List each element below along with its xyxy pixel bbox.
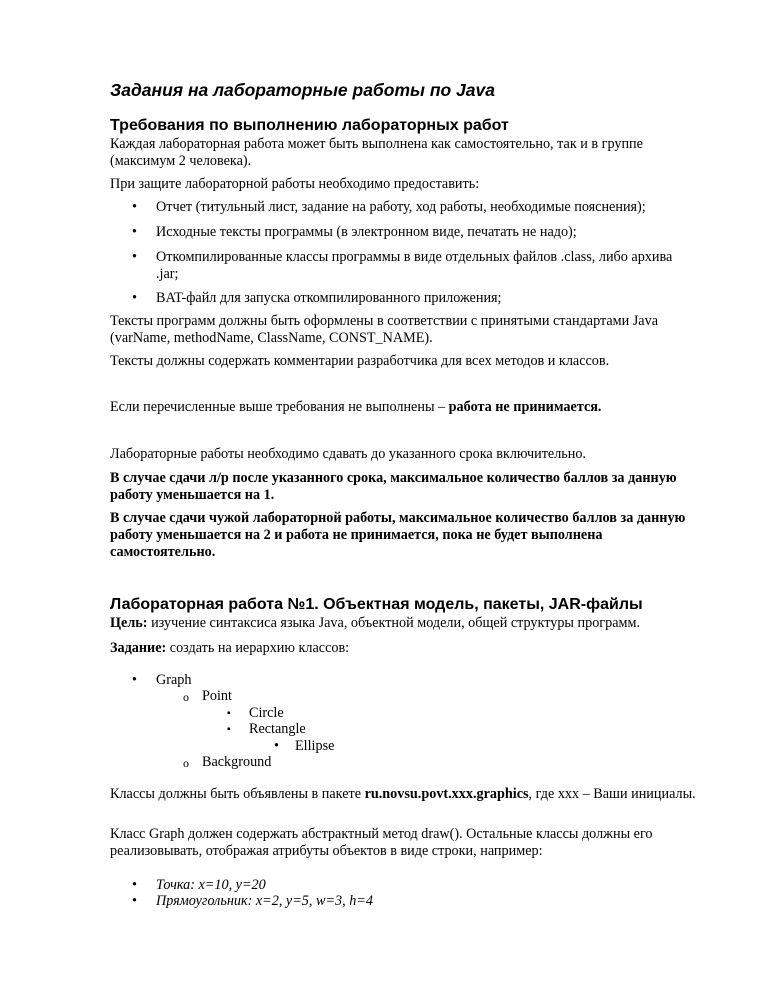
bullet-icon: •	[274, 738, 279, 754]
requirements-paragraph-6: Лабораторные работы необходимо сдавать до указанного срока включительно.	[110, 446, 586, 462]
paragraph-bold-text: В случае сдачи чужой лабораторной работы, максимальное количество баллов за данную работу уменьшается на 2 и работа не принимается, пока не будет выполнена самостоятельно.	[110, 510, 686, 560]
list-item-text: BAT-файл для запуска откомпилированного приложения;	[156, 290, 502, 306]
paragraph-text: Если перечисленные выше требования не выполнены –	[110, 399, 449, 415]
paragraph-text: , где xxx – Ваши инициалы.	[528, 786, 696, 802]
requirements-paragraph-1: Каждая лабораторная работа может быть выполнена как самостоятельно, так и в группе (максимум 2 человека).	[110, 136, 643, 169]
goal-text: изучение синтаксиса языка Java, объектной модели, общей структуры программ.	[147, 615, 641, 631]
square-bullet-icon: ▪	[227, 708, 231, 719]
lab1-graph-paragraph: Класс Graph должен содержать абстрактный метод draw(). Остальные классы должны его реализовывать, отображая атрибуты объектов в виде строки, например:	[110, 826, 653, 859]
requirements-heading: Требования по выполнению лабораторных работ	[110, 117, 509, 134]
lab1-goal	[110, 615, 700, 632]
requirements-paragraph-3: Тексты программ должны быть оформлены в соответствии с принятыми стандартами Java (varName, methodName, ClassName, CONST_NAME).	[110, 313, 658, 346]
requirements-paragraph-2: При защите лабораторной работы необходимо предоставить:	[110, 176, 480, 192]
tree-node-background: Background	[202, 754, 272, 770]
lab1-task	[110, 640, 700, 657]
requirements-paragraph-4: Тексты должны содержать комментарии разработчика для всех методов и классов.	[110, 353, 610, 369]
bullet-icon: •	[132, 877, 137, 893]
tree-node-point: Point	[202, 688, 232, 704]
bullet-icon: •	[132, 249, 137, 265]
bullet-icon: •	[132, 893, 137, 909]
paragraph-text: Классы должны быть объявлены в пакете	[110, 786, 365, 802]
list-item-text: Отчет (титульный лист, задание на работу, ход работы, необходимые пояснения);	[156, 199, 646, 215]
tree-node-rectangle: Rectangle	[249, 721, 306, 737]
bullet-icon: •	[132, 199, 137, 215]
example-text: Прямоугольник: x=2, y=5, w=3, h=4	[156, 893, 373, 909]
paragraph-bold-text: работа не принимается.	[448, 399, 602, 415]
paragraph-bold-text: В случае сдачи л/р после указанного срока, максимальное количество баллов за данную работу уменьшается на 1.	[110, 470, 677, 503]
bullet-icon: •	[132, 290, 137, 306]
goal-label: Цель:	[110, 615, 148, 631]
package-name: ru.novsu.povt.xxx.graphics	[364, 786, 529, 802]
circle-bullet-icon: o	[183, 690, 189, 704]
task-text: создать на иерархию классов:	[166, 640, 350, 656]
circle-bullet-icon: o	[183, 756, 189, 770]
requirements-paragraph-7	[110, 470, 700, 504]
task-label: Задание:	[110, 640, 167, 656]
example-text: Точка: x=10, y=20	[156, 877, 266, 893]
square-bullet-icon: ▪	[227, 724, 231, 735]
bullet-icon: •	[132, 224, 137, 240]
lab1-heading: Лабораторная работа №1. Объектная модель, пакеты, JAR-файлы	[110, 596, 643, 613]
document-title: Задания на лабораторные работы по Java	[110, 80, 495, 100]
list-item-text: Исходные тексты программы (в электронном виде, печатать не надо);	[156, 224, 577, 240]
list-item-text: Откомпилированные классы программы в виде отдельных файлов .class, либо архива .jar;	[156, 249, 673, 282]
requirements-paragraph-5	[110, 399, 700, 416]
bullet-icon: •	[132, 672, 137, 688]
requirements-paragraph-8	[110, 510, 700, 561]
tree-node-ellipse: Ellipse	[295, 738, 335, 754]
lab1-package-paragraph	[110, 786, 700, 803]
tree-node-circle: Circle	[249, 705, 284, 721]
tree-node-graph: Graph	[156, 672, 192, 688]
